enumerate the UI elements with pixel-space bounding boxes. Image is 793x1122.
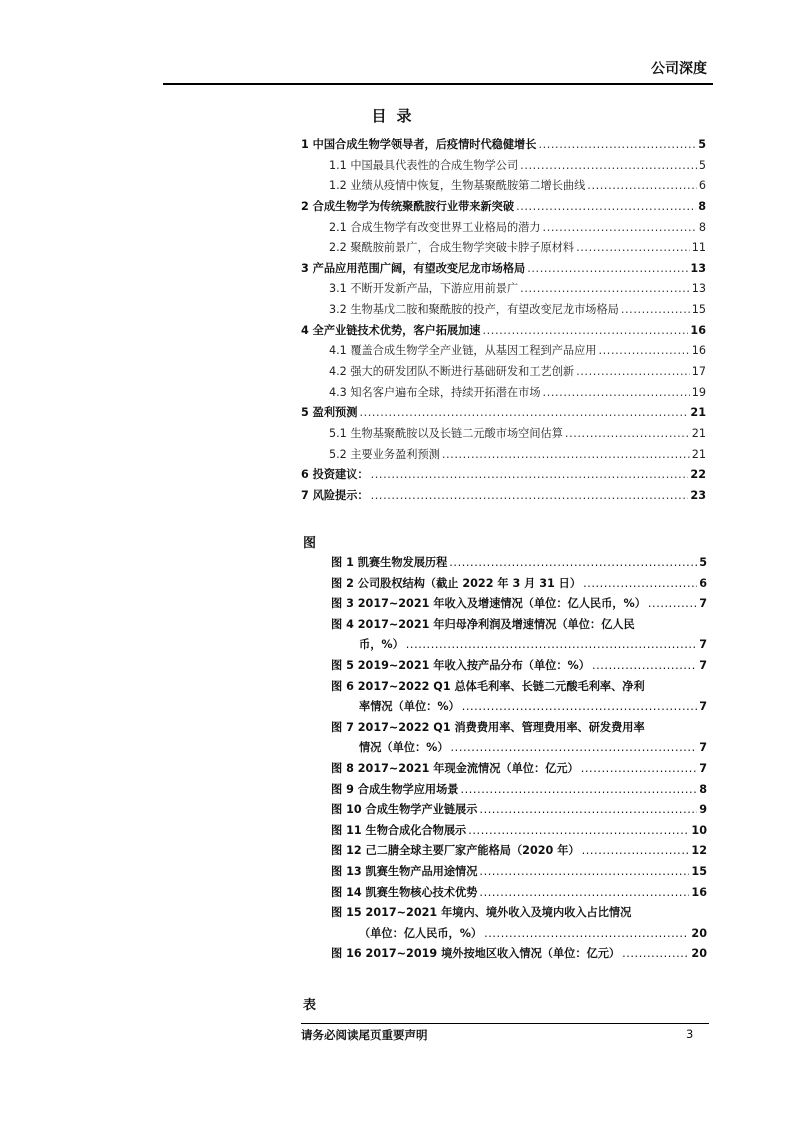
toc-entry-page: 11 <box>691 241 706 255</box>
toc-entry-page: 16 <box>691 344 706 358</box>
toc-entry-page: 17 <box>691 365 706 379</box>
figure-entry-page: 20 <box>691 947 707 961</box>
toc-title: 目录 <box>371 107 422 125</box>
dot-leader <box>462 697 697 718</box>
toc-section-entry[interactable] <box>301 177 706 198</box>
toc-entry-page: 13 <box>690 261 706 275</box>
toc-chapter-entry[interactable] <box>301 260 706 281</box>
tables-heading: 表 <box>303 998 317 1013</box>
dot-leader <box>479 862 689 883</box>
figures-heading: 图 <box>303 536 317 551</box>
toc-entry-title: 7 风险提示： <box>301 488 369 502</box>
figure-entry-title: 图 1 凯赛生物发展历程 <box>331 556 448 569</box>
toc-section-entry[interactable] <box>301 280 706 301</box>
toc-entry-title: 1.1 中国最具代表性的合成生物学公司 <box>329 158 519 172</box>
toc-chapter-entry[interactable] <box>301 466 706 487</box>
toc-section-entry[interactable] <box>301 157 706 178</box>
toc-entry-title: 6 投资建议： <box>301 468 369 482</box>
dot-leader <box>460 780 697 801</box>
toc-entry-title: 5.1 生物基聚酰胺以及长链二元酸市场空间估算 <box>329 426 563 440</box>
figure-entry-page: 7 <box>699 761 707 775</box>
toc-entry-page: 21 <box>691 426 706 440</box>
dot-leader <box>598 344 689 357</box>
figure-entry-page: 20 <box>691 926 707 940</box>
toc-chapter-entry[interactable] <box>301 404 706 425</box>
dot-leader <box>543 221 697 234</box>
toc-section-entry[interactable] <box>301 384 706 405</box>
figure-entry-title: 图 6 2017~2022 Q1 总体毛利率、长链二元酸毛利率、净利 <box>331 679 645 693</box>
toc-entry-page: 21 <box>690 406 706 420</box>
figure-entry-title: 图 3 2017~2021 年收入及增速情况（单位：亿人民币，%） <box>331 597 646 611</box>
dot-leader <box>484 924 689 945</box>
figure-entry-title: 图 8 2017~2021 年现金流情况（单位：亿元） <box>331 761 579 775</box>
toc-entry-title: 4.3 知名客户遍布全球，持续开拓潜在市场 <box>329 385 541 399</box>
page-number: 3 <box>686 1027 694 1041</box>
dot-leader <box>576 241 690 254</box>
toc-entry-title: 4 全产业链技术优势，客户拓展加速 <box>301 323 481 337</box>
report-type-label: 公司深度 <box>651 61 707 77</box>
figure-entry-page: 7 <box>699 700 707 714</box>
figure-list <box>331 553 707 965</box>
dot-leader <box>468 821 689 842</box>
toc-entry-page: 16 <box>690 323 706 337</box>
figure-entry-title: 图 12 己二腈全球主要厂家产能格局（2020 年） <box>331 844 580 858</box>
toc-entry-page: 6 <box>698 179 706 193</box>
footer-rule <box>301 1023 709 1024</box>
figure-entry[interactable] <box>331 615 707 656</box>
figure-entry-page: 7 <box>699 638 707 652</box>
table-of-contents <box>301 136 706 508</box>
toc-section-entry[interactable] <box>301 239 706 260</box>
figure-entry-title: 图 14 凯赛生物核心技术优势 <box>331 885 478 899</box>
dot-leader <box>543 386 690 399</box>
figure-entry-title: 图 2 公司股权结构（截止 2022 年 3 月 31 日） <box>331 576 582 590</box>
dot-leader <box>648 594 697 615</box>
figure-entry[interactable] <box>331 656 707 677</box>
figure-entry[interactable] <box>331 677 707 718</box>
figure-entry-page: 9 <box>699 803 707 817</box>
figure-entry[interactable] <box>331 944 707 965</box>
toc-entry-title: 4.1 覆盖合成生物学全产业链，从基因工程到产品应用 <box>329 344 597 358</box>
dot-leader <box>371 489 689 502</box>
dot-leader <box>587 179 697 192</box>
toc-entry-title: 5 盈利预测 <box>301 406 358 420</box>
toc-entry-title: 2.1 合成生物学有改变世界工业格局的潜力 <box>329 220 541 234</box>
dot-leader <box>449 553 697 574</box>
figure-entry[interactable] <box>331 800 707 821</box>
figure-entry-title: 率情况（单位：%） <box>359 700 460 714</box>
figure-entry[interactable] <box>331 821 707 842</box>
figure-entry-page: 8 <box>699 782 707 796</box>
toc-chapter-entry[interactable] <box>301 198 706 219</box>
header-rule <box>163 83 713 85</box>
dot-leader <box>565 427 690 440</box>
toc-entry-title: 3.2 生物基戊二胺和聚酰胺的投产，有望改变尼龙市场格局 <box>329 303 619 317</box>
dot-leader <box>442 448 690 461</box>
figure-entry-title: 图 11 生物合成化合物展示 <box>331 823 467 837</box>
dot-leader <box>520 159 697 172</box>
dot-leader <box>582 841 690 862</box>
toc-entry-title: 2 合成生物学为传统聚酰胺行业带来新突破 <box>301 199 515 213</box>
toc-section-entry[interactable] <box>301 301 706 322</box>
dot-leader <box>538 138 696 151</box>
toc-entry-page: 5 <box>698 158 706 172</box>
figure-entry[interactable] <box>331 841 707 862</box>
toc-section-entry[interactable] <box>301 446 706 467</box>
dot-leader <box>483 324 689 337</box>
figure-entry-title: 情况（单位：%） <box>359 741 449 755</box>
toc-section-entry[interactable] <box>301 219 706 240</box>
toc-entry-page: 15 <box>691 303 706 317</box>
figure-entry-title: 图 10 合成生物学产业链展示 <box>331 803 478 817</box>
figure-entry-title: 图 9 合成生物学应用场景 <box>331 782 459 796</box>
dot-leader <box>371 468 689 481</box>
dot-leader <box>516 200 696 213</box>
figure-entry-title: 图 7 2017~2022 Q1 消费费用率、管理费用率、研发费用率 <box>331 720 645 734</box>
toc-entry-page: 8 <box>698 220 706 234</box>
dot-leader <box>359 406 688 419</box>
figure-entry-page: 7 <box>699 658 707 672</box>
toc-entry-page: 8 <box>698 199 706 213</box>
dot-leader <box>592 656 697 677</box>
dot-leader <box>583 574 697 595</box>
figure-entry-page: 6 <box>699 576 707 590</box>
toc-section-entry[interactable] <box>301 363 706 384</box>
figure-entry-title: 图 13 凯赛生物产品用途情况 <box>331 864 478 878</box>
dot-leader <box>621 303 690 316</box>
toc-section-entry[interactable] <box>301 425 706 446</box>
figure-entry[interactable] <box>331 574 707 595</box>
toc-section-entry[interactable] <box>301 342 706 363</box>
figure-entry-page: 15 <box>691 864 707 878</box>
toc-entry-title: 2.2 聚酰胺前景广，合成生物学突破卡脖子原材料 <box>329 241 575 255</box>
toc-entry-page: 5 <box>698 138 706 151</box>
toc-entry-page: 19 <box>691 385 706 399</box>
figure-entry-page: 7 <box>699 597 707 611</box>
figure-entry-page: 12 <box>691 844 707 858</box>
figure-entry-title: 图 5 2019~2021 年收入按产品分布（单位：%） <box>331 658 590 672</box>
toc-entry-title: 1.2 业绩从疫情中恢复，生物基聚酰胺第二增长曲线 <box>329 179 586 193</box>
toc-entry-page: 22 <box>690 468 706 482</box>
dot-leader <box>527 262 688 275</box>
toc-chapter-entry[interactable] <box>301 322 706 343</box>
dot-leader <box>622 944 689 965</box>
figure-entry-title: 图 15 2017~2021 年境内、境外收入及境内收入占比情况 <box>331 906 632 920</box>
disclaimer-note: 请务必阅读尾页重要声明 <box>301 1028 428 1042</box>
dot-leader <box>479 800 697 821</box>
figure-entry[interactable] <box>331 883 707 904</box>
dot-leader <box>479 883 689 904</box>
figure-entry-page: 7 <box>699 741 707 755</box>
toc-entry-page: 23 <box>690 488 706 502</box>
toc-entry-title: 5.2 主要业务盈利预测 <box>329 447 440 461</box>
figure-entry-title: 币，%） <box>359 638 404 652</box>
figure-entry[interactable] <box>331 718 707 759</box>
toc-entry-title: 3.1 不断开发新产品，下游应用前景广 <box>329 282 519 296</box>
dot-leader <box>406 635 697 656</box>
figure-entry[interactable] <box>331 553 707 574</box>
figure-entry[interactable] <box>331 759 707 780</box>
figure-entry-page: 5 <box>699 556 707 569</box>
dot-leader <box>576 365 690 378</box>
figure-entry[interactable] <box>331 594 707 615</box>
toc-entry-page: 21 <box>691 447 706 461</box>
figure-entry-page: 16 <box>691 885 707 899</box>
dot-leader <box>520 282 690 295</box>
dot-leader <box>451 738 698 759</box>
figure-entry-title: 图 16 2017~2019 境外按地区收入情况（单位：亿元） <box>331 947 621 961</box>
toc-entry-title: 3 产品应用范围广阔，有望改变尼龙市场格局 <box>301 261 526 275</box>
figure-entry-title: 图 4 2017~2021 年归母净利润及增速情况（单位：亿人民 <box>331 617 635 631</box>
toc-entry-page: 13 <box>691 282 706 296</box>
toc-entry-title: 4.2 强大的研发团队不断进行基础研发和工艺创新 <box>329 365 575 379</box>
figure-entry[interactable] <box>331 862 707 883</box>
figure-entry-title: （单位：亿人民币，%） <box>359 926 483 940</box>
toc-chapter-entry[interactable] <box>301 136 706 157</box>
figure-entry[interactable] <box>331 903 707 944</box>
figure-entry-page: 10 <box>691 823 707 837</box>
dot-leader <box>581 759 697 780</box>
toc-chapter-entry[interactable] <box>301 487 706 508</box>
figure-entry[interactable] <box>331 780 707 801</box>
toc-entry-title: 1 中国合成生物学领导者，后疫情时代稳健增长 <box>301 138 537 151</box>
